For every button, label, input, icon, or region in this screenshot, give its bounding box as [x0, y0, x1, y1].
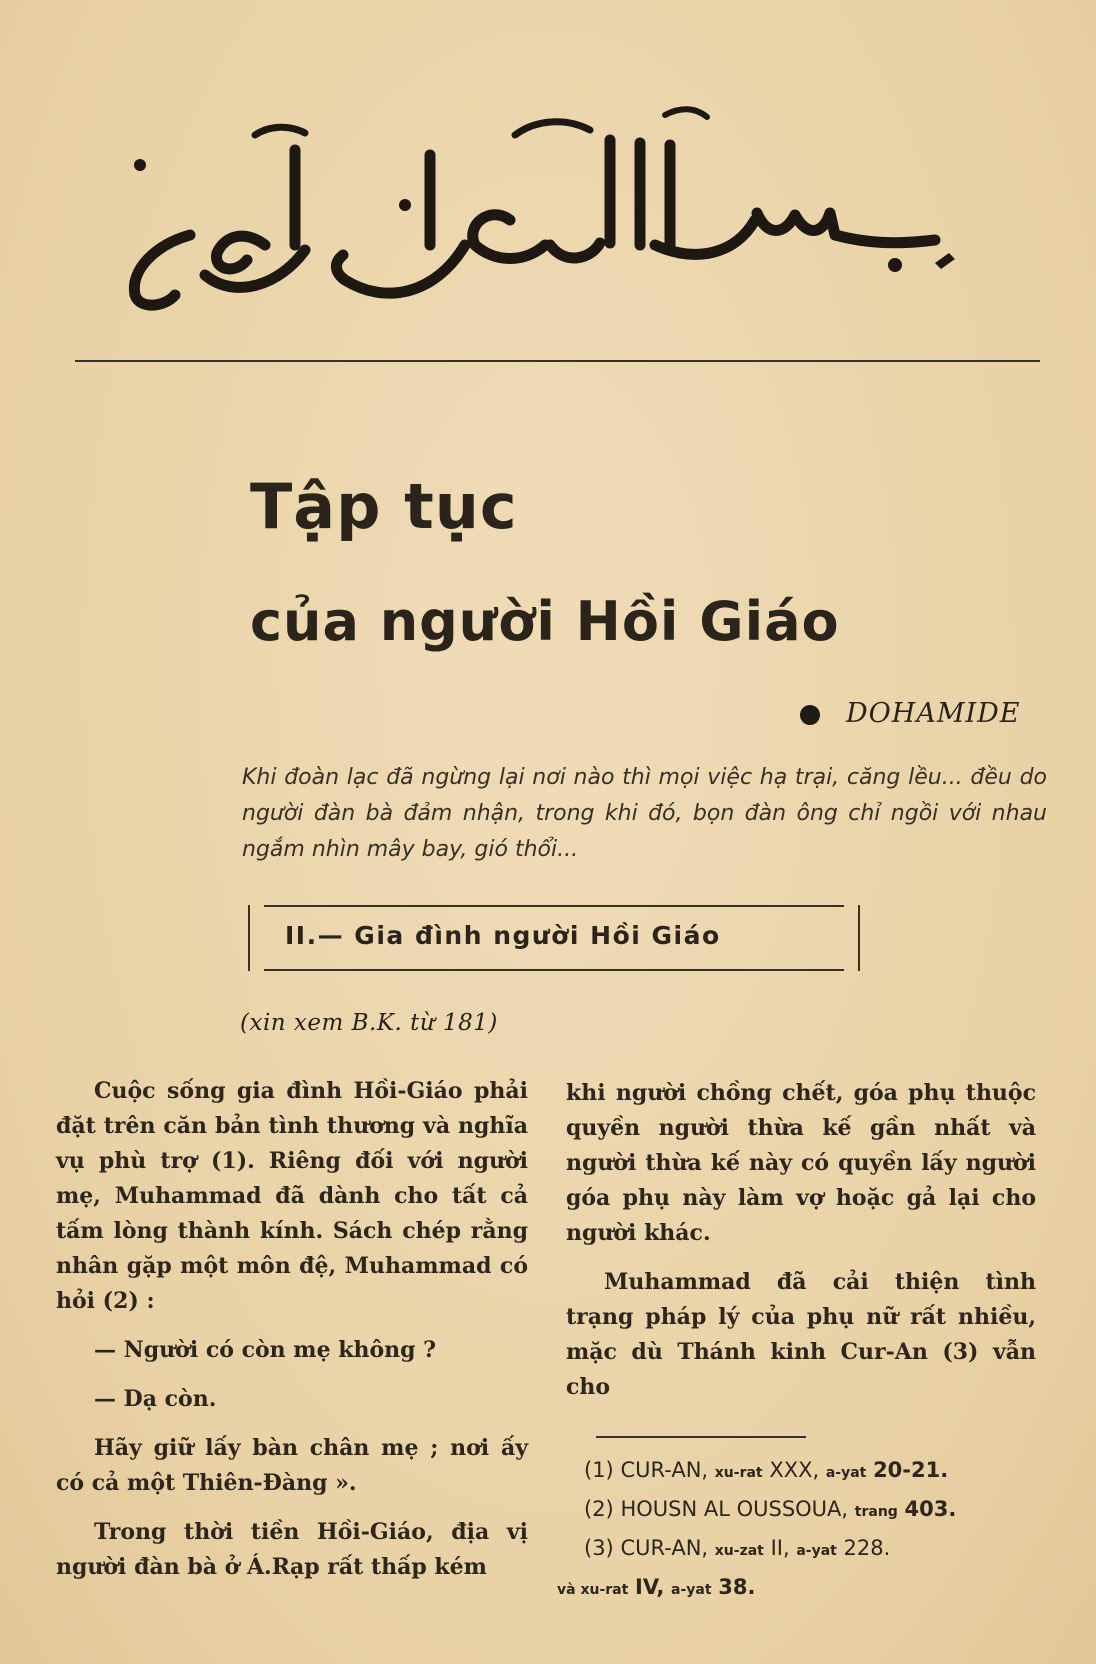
left-column [56, 1074, 528, 1599]
dialogue-line: — Người có còn mẹ không ? [94, 1337, 437, 1363]
bullet-icon [800, 705, 820, 725]
footnote-rule [596, 1436, 806, 1438]
bismillah-calligraphy [95, 95, 1035, 335]
footnote-2: (2) HOUSN AL OUSSOUA, trang 403. [584, 1497, 957, 1521]
right-column [566, 1076, 1036, 1419]
footnote-3: (3) CUR-AN, xu-zat II, a-yat 228. [584, 1536, 891, 1560]
paragraph: Hãy giữ lấy bàn chân mẹ ; nơi ấy có cả một Thiên-Đàng ». [56, 1435, 528, 1496]
paragraph: Cuộc sống gia đình Hồi-Giáo phải đặt trên căn bản tình thương và nghĩa vụ phù trợ (1). Riêng đối với người mẹ, Muhammad đã dành cho tất cả tấm lòng thành kính. Sách chép rằng nhân gặp một môn đệ, Muhammad có hỏi (2) : [56, 1078, 528, 1314]
header-rule [75, 360, 1040, 362]
article-title-line1: Tập tục [250, 470, 518, 543]
continuation-reference: (xin xem B.K. từ 181) [240, 1010, 498, 1036]
paragraph: Muhammad đã cải thiện tình trạng pháp lý của phụ nữ rất nhiều, mặc dù Thánh kinh Cur-An (3) vẫn cho [566, 1269, 1036, 1400]
dialogue-line: — Dạ còn. [94, 1386, 217, 1412]
paragraph: Trong thời tiền Hồi-Giáo, địa vị người đàn bà ở Á.Rạp rất thấp kém [56, 1519, 528, 1580]
footnote-3-continued: và xu-rat IV, a-yat 38. [557, 1575, 756, 1599]
author-name: DOHAMIDE [846, 698, 1021, 729]
lead-paragraph: Khi đoàn lạc đã ngừng lại nơi nào thì mọi việc hạ trại, căng lều... đều do người đàn bà đảm nhận, trong khi đó, bọn đàn ông chỉ ngồi với nhau ngắm nhìn mây bay, gió thổi... [242, 765, 1047, 862]
article-title-line2: của người Hồi Giáo [250, 590, 840, 653]
footnotes [557, 1452, 1054, 1608]
section-title: II.— Gia đình người Hồi Giáo [285, 921, 721, 950]
paragraph: khi người chồng chết, góa phụ thuộc quyền người thừa kế gần nhất và người thừa kế này có quyền lấy người góa phụ này làm vợ hoặc gả lại cho người khác. [566, 1080, 1036, 1246]
author-byline [800, 698, 1021, 729]
footnote-1: (1) CUR-AN, xu-rat XXX, a-yat 20-21. [584, 1458, 949, 1482]
section-heading-box [248, 905, 860, 971]
